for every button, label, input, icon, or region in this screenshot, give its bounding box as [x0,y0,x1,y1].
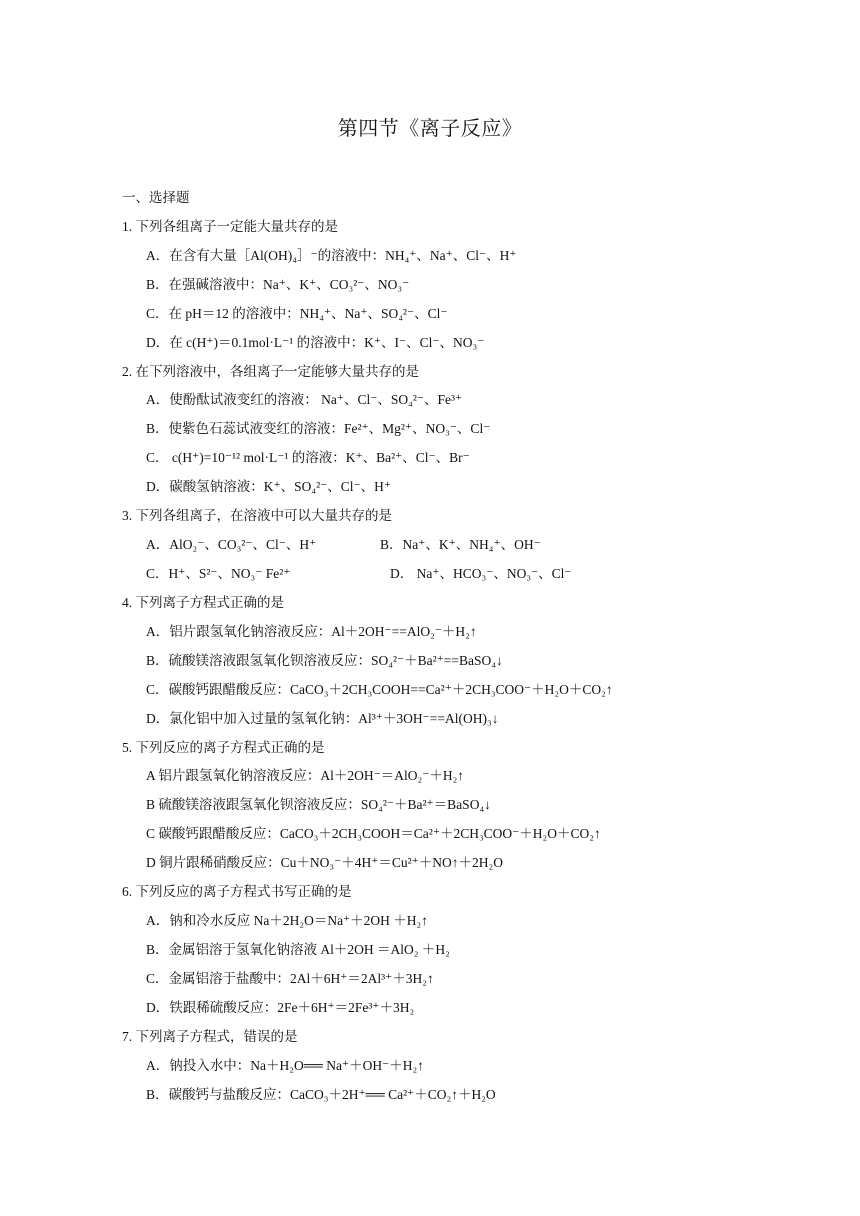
question-2-option-d: D．碳酸氢钠溶液：K⁺、SO₄²⁻、Cl⁻、H⁺ [146,479,392,494]
question-5-option-c: C 碳酸钙跟醋酸反应：CaCO₃＋2CH₃COOH＝Ca²⁺＋2CH₃COO⁻＋H₂O＋CO₂↑ [146,826,601,841]
question-2-stem: 2. 在下列溶液中，各组离子一定能够大量共存的是 [122,364,419,379]
question-4-option-c: C．碳酸钙跟醋酸反应：CaCO₃＋2CH₃COOH==Ca²⁺＋2CH₃COO⁻＋H₂O＋CO₂↑ [146,682,613,697]
question-5-stem: 5. 下列反应的离子方程式正确的是 [122,740,325,755]
question-6-option-d: D．铁跟稀硫酸反应：2Fe＋6H⁺＝2Fe³⁺＋3H₂ [146,1000,415,1015]
question-4-option-d: D．氯化铝中加入过量的氢氧化钠：Al³⁺＋3OH⁻==Al(OH)₃↓ [146,711,499,726]
question-1-option-d: D．在 c(H⁺)＝0.1mol·L⁻¹ 的溶液中：K⁺、I⁻、Cl⁻、NO₃⁻ [146,335,485,350]
question-5-option-b: B 硫酸镁溶液跟氢氧化钡溶液反应：SO₄²⁻＋Ba²⁺＝BaSO₄↓ [146,797,491,812]
question-2-option-c: C． c(H⁺)=10⁻¹² mol·L⁻¹ 的溶液：K⁺、Ba²⁺、Cl⁻、Br⁻ [146,450,470,465]
question-4-option-b: B．硫酸镁溶液跟氢氧化钡溶液反应：SO₄²⁻＋Ba²⁺==BaSO₄↓ [146,653,503,668]
question-2-option-b: B．使紫色石蕊试液变红的溶液：Fe²⁺、Mg²⁺、NO₃⁻、Cl⁻ [146,421,491,436]
question-4-option-a: A．铝片跟氢氧化钠溶液反应：Al＋2OH⁻==AlO₂⁻＋H₂↑ [146,624,477,639]
question-3-option-c: C．H⁺、S²⁻、NO₃⁻ Fe²⁺ [146,566,291,581]
page-title: 第四节《离子反应》 [337,116,523,140]
question-1-option-b: B．在强碱溶液中：Na⁺、K⁺、CO₃²⁻、NO₃⁻ [146,277,410,292]
question-5-option-d: D 铜片跟稀硝酸反应：Cu＋NO₃⁻＋4H⁺＝Cu²⁺＋NO↑＋2H₂O [146,855,503,870]
question-1-stem: 1. 下列各组离子一定能大量共存的是 [122,219,338,234]
question-7-option-b: B．碳酸钙与盐酸反应：CaCO₃＋2H⁺══ Ca²⁺＋CO₂↑＋H₂O [146,1087,496,1102]
question-1-option-c: C．在 pH＝12 的溶液中：NH₄⁺、Na⁺、SO₄²⁻、Cl⁻ [146,306,448,321]
question-6-option-a: A．钠和冷水反应 Na＋2H₂O＝Na⁺＋2OH ＋H₂↑ [146,913,429,928]
question-6-option-b: B．金属铝溶于氢氧化钠溶液 Al＋2OH ＝AlO₂ ＋H₂ [146,942,450,957]
question-3-option-d: D． Na⁺、HCO₃⁻、NO₃⁻、Cl⁻ [390,566,572,581]
question-3-option-b: B．Na⁺、K⁺、NH₄⁺、OH⁻ [380,537,541,552]
question-2-option-a: A．使酚酞试液变红的溶液： Na⁺、Cl⁻、SO₄²⁻、Fe³⁺ [146,392,463,407]
question-6-stem: 6. 下列反应的离子方程式书写正确的是 [122,884,352,899]
question-1-option-a: A．在含有大量［Al(OH)₄］⁻的溶液中：NH₄⁺、Na⁺、Cl⁻、H⁺ [146,248,517,263]
question-3-stem: 3. 下列各组离子，在溶液中可以大量共存的是 [122,508,392,523]
question-3-option-a: A．AlO₂⁻、CO₃²⁻、Cl⁻、H⁺ [146,537,317,552]
question-6-option-c: C．金属铝溶于盐酸中：2Al＋6H⁺＝2Al³⁺＋3H₂↑ [146,971,434,986]
question-7-stem: 7. 下列离子方程式，错误的是 [122,1029,298,1044]
question-5-option-a: A 铝片跟氢氧化钠溶液反应：Al＋2OH⁻＝AlO₂⁻＋H₂↑ [146,768,465,783]
question-7-option-a: A．钠投入水中：Na＋H₂O══ Na⁺＋OH⁻＋H₂↑ [146,1058,424,1073]
question-4-stem: 4. 下列离子方程式正确的是 [122,595,284,610]
section-heading: 一、选择题 [122,190,190,205]
